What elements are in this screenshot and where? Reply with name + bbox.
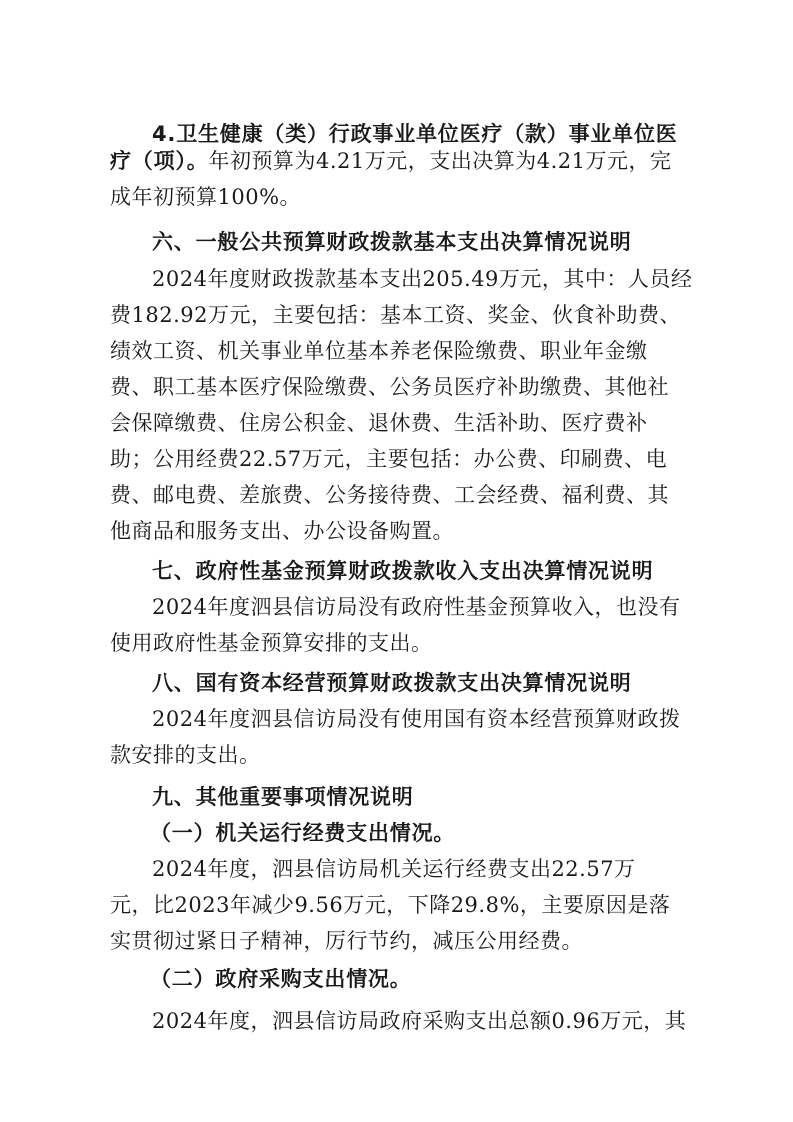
section-9-heading: 九、其他重要事项情况说明 (152, 785, 414, 809)
section-6-paragraph-line: 费、邮电费、差旅费、公务接待费、工会经费、福利费、其 (110, 483, 669, 507)
section-4-text: 年初预算为4.21万元，支出决算为4.21万元，完 (208, 149, 672, 173)
section-9-sub1-line: 实贯彻过紧日子精神，厉行节约，减压公用经费。 (110, 929, 583, 953)
section-7-paragraph-line: 使用政府性基金预算安排的支出。 (110, 631, 433, 655)
section-8-paragraph-line: 款安排的支出。 (110, 743, 261, 767)
section-8-heading: 八、国有资本经营预算财政拨款支出决算情况说明 (152, 671, 632, 695)
section-7-heading: 七、政府性基金预算财政拨款收入支出决算情况说明 (152, 559, 654, 583)
section-6-paragraph-line: 他商品和服务支出、办公设备购置。 (110, 519, 454, 543)
section-9-sub2-heading: （二）政府采购支出情况。 (150, 967, 412, 991)
section-4-title-end: 疗（项）。 (110, 149, 209, 173)
section-9-sub1-line: 2024年度，泗县信访局机关运行经费支出22.57万 (152, 857, 636, 881)
section-6-paragraph-line: 费、职工基本医疗保险缴费、公务员医疗补助缴费、其他社 (110, 375, 669, 399)
section-6-paragraph-line: 会保障缴费、住房公积金、退休费、生活补助、医疗费补 (110, 411, 648, 435)
section-6-heading: 六、一般公共预算财政拨款基本支出决算情况说明 (152, 230, 632, 254)
section-6-paragraph-line: 费182.92万元，主要包括：基本工资、奖金、伙食补助费、 (110, 303, 681, 327)
section-4-title: 4.卫生健康（类）行政事业单位医疗（款）事业单位医 (152, 122, 678, 146)
section-6-paragraph-line: 绩效工资、机关事业单位基本养老保险缴费、职业年金缴 (110, 339, 648, 363)
section-6-paragraph-line: 助；公用经费22.57万元，主要包括：办公费、印刷费、电 (110, 447, 668, 471)
section-9-sub2-line: 2024年度，泗县信访局政府采购支出总额0.96万元，其 (152, 1009, 687, 1033)
section-9-sub1-heading: （一）机关运行经费支出情况。 (150, 821, 456, 845)
section-8-paragraph-line: 2024年度泗县信访局没有使用国有资本经营预算财政拨 (152, 707, 681, 731)
section-6-paragraph-line: 2024年度财政拨款基本支出205.49万元，其中：人员经 (152, 267, 693, 291)
section-7-paragraph-line: 2024年度泗县信访局没有政府性基金预算收入，也没有 (152, 595, 681, 619)
section-4-line2 (110, 146, 690, 176)
section-4-line3: 成年初预算100%。 (110, 185, 302, 209)
section-4-title-line1 (152, 119, 732, 149)
section-9-sub1-line: 元，比2023年减少9.56万元，下降29.8%，主要原因是落 (110, 893, 671, 917)
